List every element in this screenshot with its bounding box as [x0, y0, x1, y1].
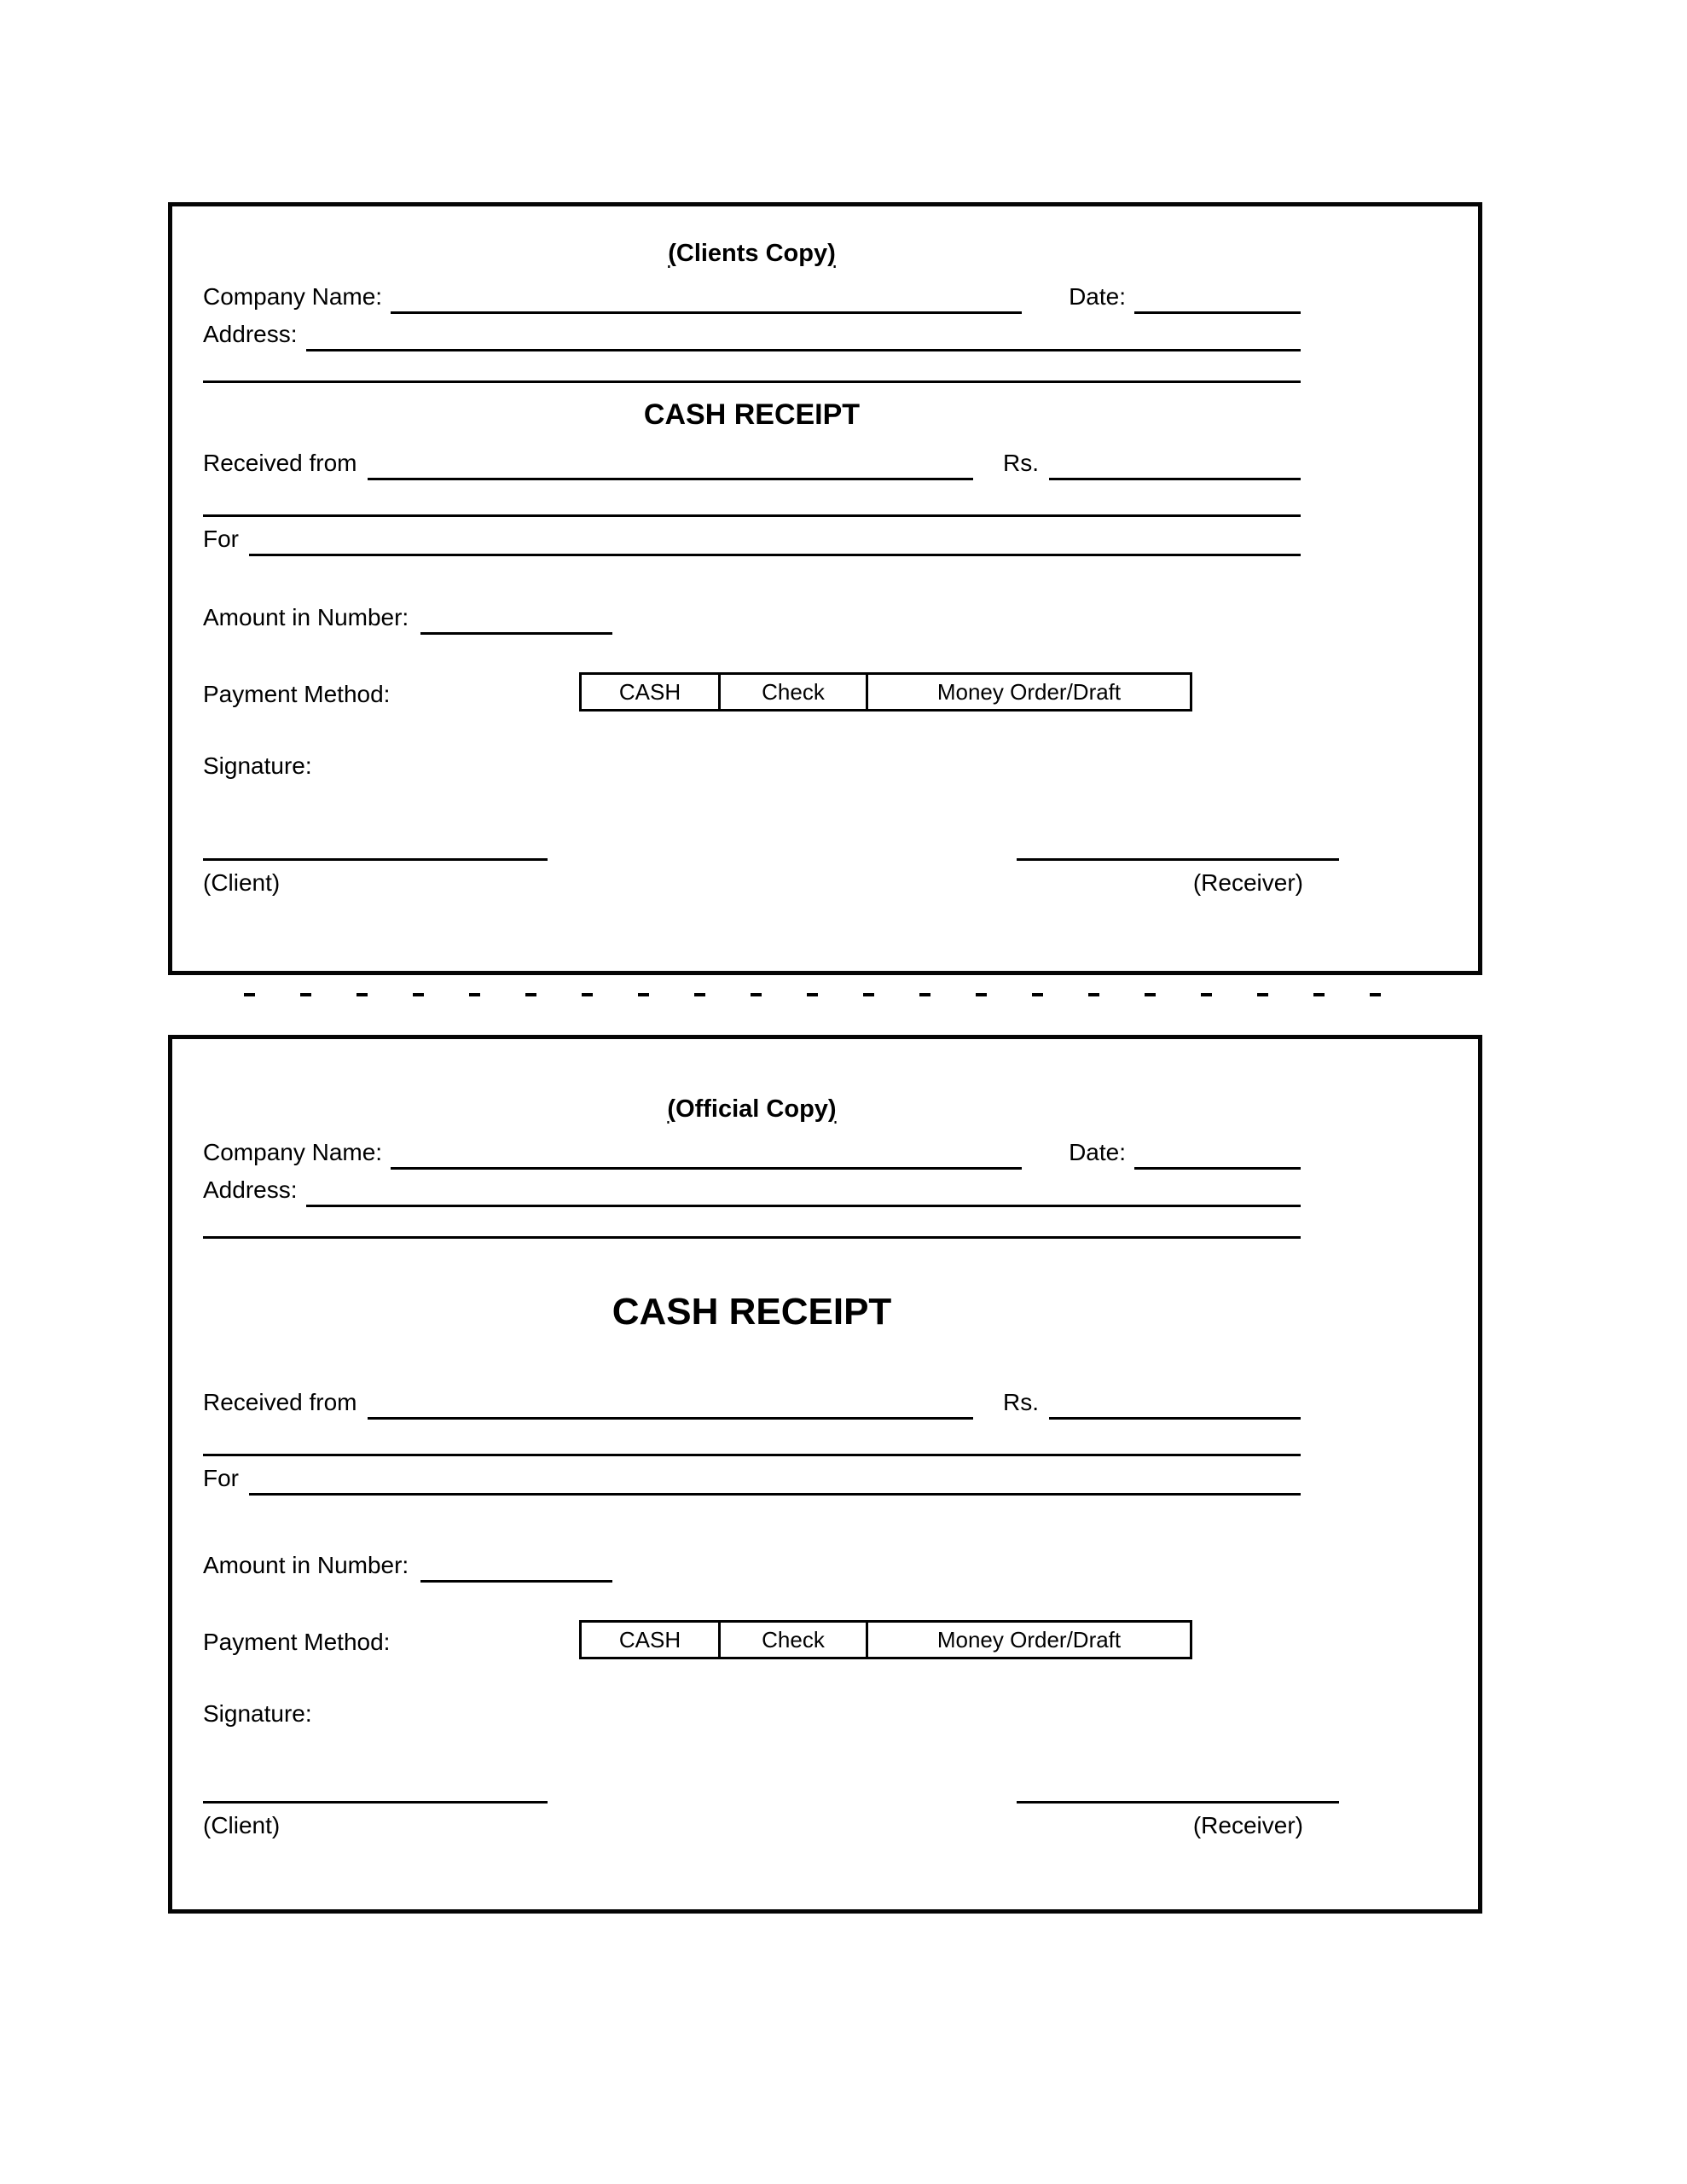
- payment-method-table: [579, 1620, 1192, 1659]
- rs-label: Rs.: [1003, 450, 1039, 476]
- copy-label: [203, 1095, 1301, 1124]
- copy-label-text: Clients Copy: [675, 240, 828, 267]
- receiver-signature-line: [1017, 858, 1339, 861]
- amount-in-number-label: Amount in Number:: [203, 1552, 409, 1578]
- for-line: [249, 1493, 1301, 1496]
- receiver-signature-block: [1017, 1801, 1339, 1841]
- copy-label-open-paren: (: [668, 240, 676, 267]
- amount-line: [420, 632, 612, 635]
- for-label: For: [203, 526, 239, 552]
- rs-label: Rs.: [1003, 1389, 1039, 1415]
- rs-line: [1049, 478, 1301, 480]
- client-label: (Client): [203, 1812, 281, 1838]
- address-row: [203, 321, 1301, 351]
- address-line: [306, 1205, 1301, 1207]
- copy-label-text: Official Copy: [675, 1095, 828, 1123]
- for-line: [249, 554, 1301, 556]
- signature-row: [203, 1700, 1301, 1731]
- payment-method-row: [203, 1620, 1301, 1659]
- address-label: Address:: [203, 321, 298, 347]
- address-continuation-line: [203, 380, 1301, 383]
- received-from-row: [203, 1389, 1301, 1420]
- payment-option-cash: CASH: [618, 1627, 681, 1653]
- company-date-row: [203, 1139, 1301, 1170]
- for-row: [203, 1465, 1301, 1496]
- client-signature-line: [203, 1801, 548, 1804]
- company-date-row: [203, 283, 1301, 314]
- company-name-label: Company Name:: [203, 283, 383, 310]
- received-from-row: [203, 450, 1301, 480]
- copy-label-close-paren: ): [827, 1095, 837, 1123]
- copy-label: [203, 239, 1301, 268]
- copies-tear-separator: [244, 993, 1411, 996]
- date-line: [1134, 311, 1301, 314]
- form-official-copy: [168, 1035, 1482, 1914]
- payment-option-check: Check: [718, 1623, 866, 1657]
- company-name-line: [391, 311, 1022, 314]
- address-row: [203, 1176, 1301, 1207]
- signature-lines-row: [203, 1801, 1301, 1841]
- payment-method-row: [203, 672, 1301, 712]
- rs-line: [1049, 1417, 1301, 1420]
- received-from-line: [368, 1417, 973, 1420]
- address-continuation-line: [203, 1236, 1301, 1239]
- cash-receipt-title: CASH RECEIPT: [612, 1291, 892, 1333]
- date-line: [1134, 1167, 1301, 1170]
- received-from-line: [368, 478, 973, 480]
- address-line: [306, 349, 1301, 351]
- cash-receipt-title: CASH RECEIPT: [643, 398, 861, 431]
- client-label: (Client): [203, 869, 281, 896]
- for-row: [203, 526, 1301, 556]
- payment-method-table: [579, 672, 1192, 712]
- received-from-label: Received from: [203, 450, 357, 476]
- signature-row: [203, 752, 1301, 783]
- date-label: Date:: [1069, 283, 1126, 310]
- for-label: For: [203, 1465, 239, 1491]
- payment-option-check: Check: [718, 675, 866, 709]
- received-from-label: Received from: [203, 1389, 357, 1415]
- receiver-label: (Receiver): [1192, 869, 1303, 896]
- company-name-line: [391, 1167, 1022, 1170]
- amount-row: [203, 1552, 1301, 1583]
- receiver-signature-line: [1017, 1801, 1339, 1804]
- client-signature-block: [203, 858, 548, 898]
- amount-line: [420, 1580, 612, 1583]
- signature-label: Signature:: [203, 1700, 312, 1727]
- amount-in-number-label: Amount in Number:: [203, 604, 409, 630]
- signature-lines-row: [203, 858, 1301, 898]
- receiver-label: (Receiver): [1192, 1812, 1303, 1838]
- client-signature-block: [203, 1801, 548, 1841]
- client-signature-line: [203, 858, 548, 861]
- address-label: Address:: [203, 1176, 298, 1203]
- copy-label-open-paren: (: [667, 1095, 676, 1123]
- received-continuation-line: [203, 1454, 1301, 1456]
- signature-label: Signature:: [203, 752, 312, 779]
- received-continuation-line: [203, 514, 1301, 517]
- copy-label-close-paren: ): [827, 240, 836, 267]
- company-name-label: Company Name:: [203, 1139, 383, 1165]
- receiver-signature-block: [1017, 858, 1339, 898]
- amount-row: [203, 604, 1301, 635]
- payment-option-cash: CASH: [618, 679, 681, 705]
- date-label: Date:: [1069, 1139, 1126, 1165]
- form-clients-copy: [168, 202, 1482, 975]
- payment-option-money-order: Money Order/Draft: [866, 1623, 1190, 1657]
- payment-method-label: Payment Method:: [203, 681, 391, 707]
- payment-option-money-order: Money Order/Draft: [866, 675, 1190, 709]
- payment-method-label: Payment Method:: [203, 1629, 391, 1655]
